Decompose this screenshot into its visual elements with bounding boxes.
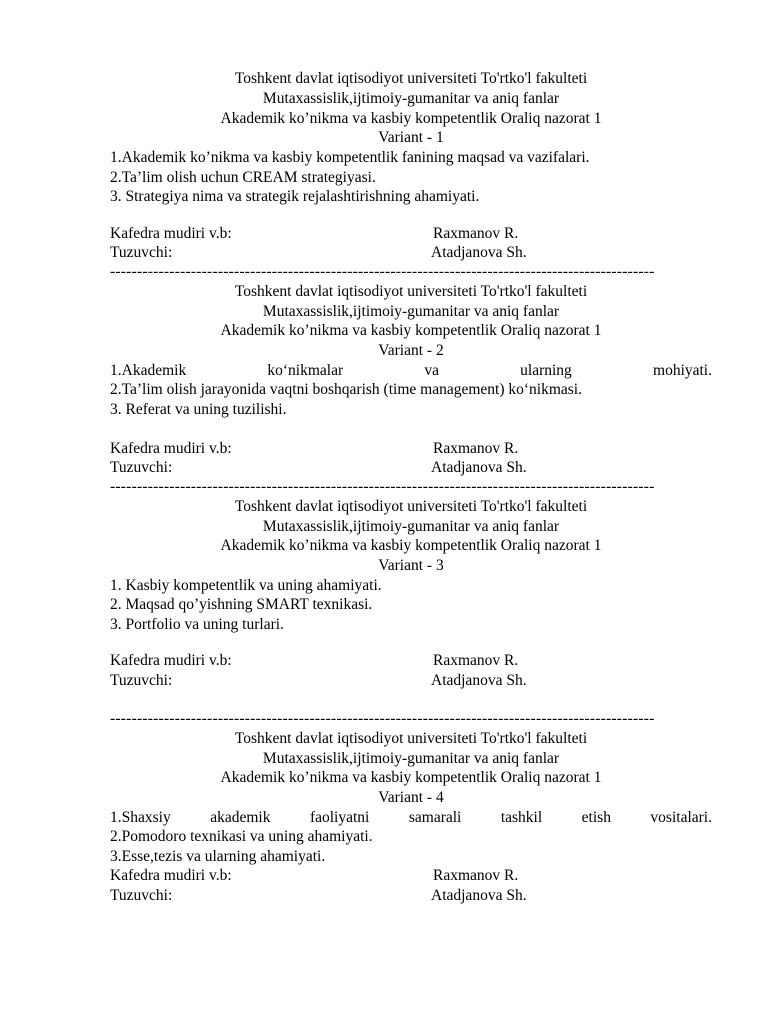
variant-title: Variant - 3 [378,557,444,574]
head-name: Raxmanov R. [433,225,519,242]
department-title: Mutaxassislik,ijtimoiy-gumanitar va aniq fanlar [262,303,560,320]
exam-title: Akademik ko’nikma va kasbiy kompetentlik Oraliq nazorat 1 [220,322,602,339]
department-title: Mutaxassislik,ijtimoiy-gumanitar va aniq fanlar [262,518,560,535]
university-title: Toshkent davlat iqtisodiyot universiteti To'rtko'l fakulteti [234,498,588,515]
question-item: 1.Shaxsiy akademik faoliyatni samarali tashkil etish vositalari. [110,809,712,826]
question-item: 2.Ta’lim olish uchun CREAM strategiyasi. [110,169,376,186]
university-title: Toshkent davlat iqtisodiyot universiteti To'rtko'l fakulteti [234,70,588,87]
author-name: Atadjanova Sh. [431,459,527,476]
author-name: Atadjanova Sh. [431,672,527,689]
variant-title: Variant - 4 [378,789,444,806]
head-name: Raxmanov R. [433,652,519,669]
head-label: Kafedra mudiri v.b: [110,440,232,457]
question-item: 1.Akademik ko‘nikmalar va ularning mohiyati. [110,362,712,379]
head-name: Raxmanov R. [433,867,519,884]
university-title: Toshkent davlat iqtisodiyot universiteti To'rtko'l fakulteti [234,730,588,747]
author-label: Tuzuvchi: [110,672,173,689]
head-label: Kafedra mudiri v.b: [110,225,232,242]
head-name: Raxmanov R. [433,440,519,457]
department-title: Mutaxassislik,ijtimoiy-gumanitar va aniq fanlar [262,750,560,767]
exam-title: Akademik ko’nikma va kasbiy kompetentlik Oraliq nazorat 1 [220,537,602,554]
author-name: Atadjanova Sh. [431,887,527,904]
signature-row-author [110,458,712,478]
question-item: 2.Pomodoro texnikasi va uning ahamiyati. [110,828,373,845]
signature-row-author [110,671,712,691]
university-title: Toshkent davlat iqtisodiyot universiteti To'rtko'l fakulteti [234,283,588,300]
signature-row-head [110,224,712,244]
head-label: Kafedra mudiri v.b: [110,867,232,884]
question-item: 3. Portfolio va uning turlari. [110,616,284,633]
question-item: 2.Ta’lim olish jarayonida vaqtni boshqarish (time management) ko‘nikmasi. [110,381,582,398]
signature-row-head [110,866,712,886]
author-label: Tuzuvchi: [110,459,173,476]
signature-row-author [110,243,712,263]
variant-title: Variant - 2 [378,342,444,359]
variant-title: Variant - 1 [378,129,444,146]
exam-title: Akademik ko’nikma va kasbiy kompetentlik Oraliq nazorat 1 [220,110,602,127]
question-item: 1.Akademik ko’nikma va kasbiy kompetentlik fanining maqsad va vazifalari. [110,149,590,166]
signature-row-author [110,886,712,906]
question-item: 3. Referat va uning tuzilishi. [110,401,287,418]
question-item: 1. Kasbiy kompetentlik va uning ahamiyati. [110,577,382,594]
author-name: Atadjanova Sh. [431,244,527,261]
separator-line: ----------------------------------------------------------------------------------------------------- [110,263,655,280]
exam-title: Akademik ko’nikma va kasbiy kompetentlik Oraliq nazorat 1 [220,769,602,786]
head-label: Kafedra mudiri v.b: [110,652,232,669]
question-item: 2. Maqsad qo’yishning SMART texnikasi. [110,596,373,613]
separator-line: ----------------------------------------------------------------------------------------------------- [110,710,655,727]
question-item: 3.Esse,tezis va ularning ahamiyati. [110,848,326,865]
department-title: Mutaxassislik,ijtimoiy-gumanitar va aniq fanlar [262,90,560,107]
question-item: 3. Strategiya nima va strategik rejalashtirishning ahamiyati. [110,188,480,205]
author-label: Tuzuvchi: [110,244,173,261]
separator-line: ----------------------------------------------------------------------------------------------------- [110,478,655,495]
signature-row-head [110,439,712,459]
author-label: Tuzuvchi: [110,887,173,904]
signature-row-head [110,651,712,671]
